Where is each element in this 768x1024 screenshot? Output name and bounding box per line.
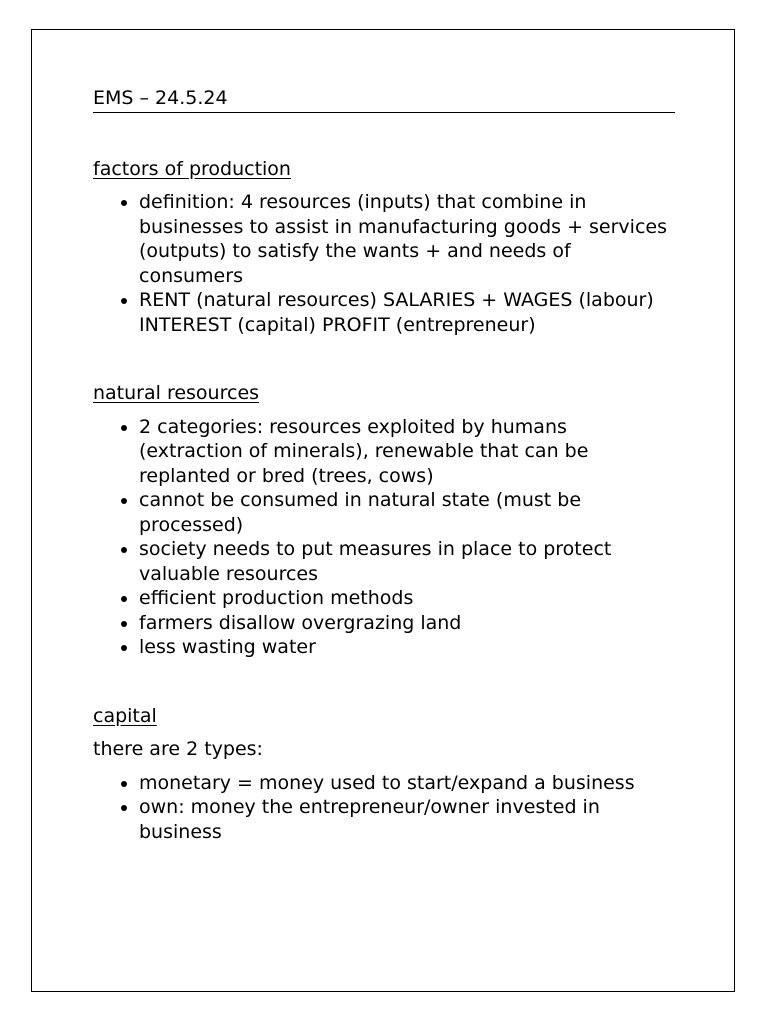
section-intro: there are 2 types: xyxy=(93,738,263,760)
list-item: • society needs to put measures in place to protect valuable resources xyxy=(139,537,675,586)
bullet-list xyxy=(93,190,675,337)
list-item: • definition: 4 resources (inputs) that combine in businesses to assist in manufacturing goods + services (outputs) to satisfy the wants + and needs of consumers xyxy=(139,190,675,288)
list-item: • cannot be consumed in natural state (must be processed) xyxy=(139,488,675,537)
bullet-list xyxy=(93,771,675,845)
section-heading: capital xyxy=(93,704,157,727)
document-content xyxy=(93,86,675,844)
section-heading: factors of production xyxy=(93,157,291,180)
section-factors-of-production xyxy=(93,157,675,338)
document-title: EMS – 24.5.24 xyxy=(93,86,675,113)
list-item: • farmers disallow overgrazing land xyxy=(139,611,675,636)
list-item: • efficient production methods xyxy=(139,586,675,611)
list-item: • 2 categories: resources exploited by humans (extraction of minerals), renewable that can be replanted or bred (trees, cows) xyxy=(139,415,675,489)
section-natural-resources xyxy=(93,381,675,660)
list-item: • RENT (natural resources) SALARIES + WAGES (labour) INTEREST (capital) PROFIT (entrepreneur) xyxy=(139,288,675,337)
section-capital xyxy=(93,704,675,845)
list-item: • own: money the entrepreneur/owner invested in business xyxy=(139,795,675,844)
list-item: • monetary = money used to start/expand a business xyxy=(139,771,675,796)
bullet-list xyxy=(93,415,675,660)
section-heading: natural resources xyxy=(93,382,260,404)
document-page xyxy=(31,29,735,992)
list-item: • less wasting water xyxy=(139,635,675,660)
